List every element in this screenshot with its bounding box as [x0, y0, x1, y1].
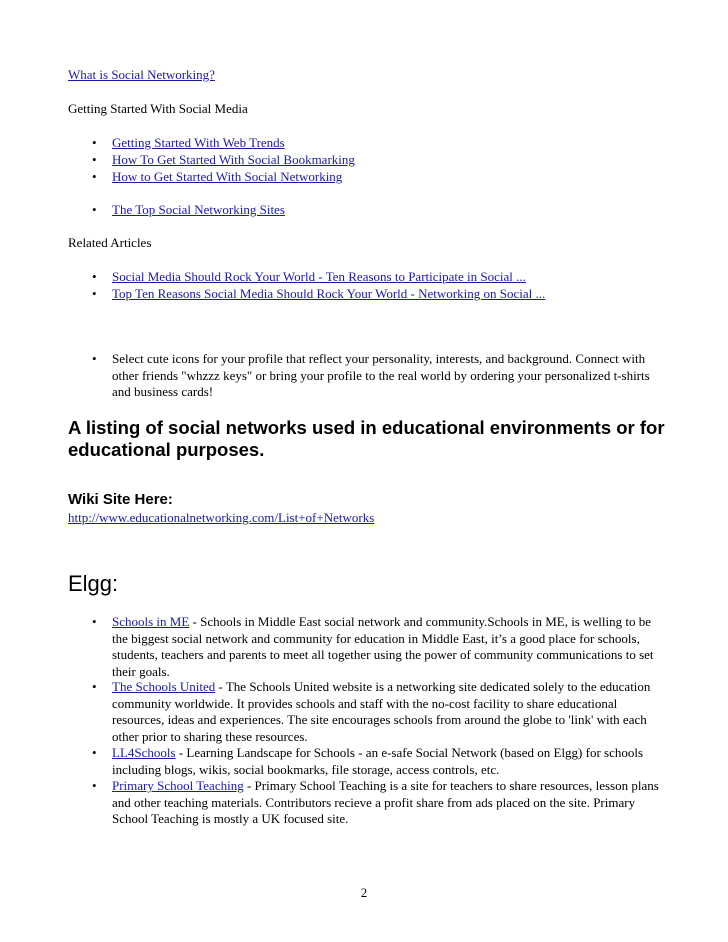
top-social-networking-sites-link[interactable]: The Top Social Networking Sites — [112, 202, 285, 217]
page-number: 2 — [360, 885, 368, 900]
bullet-icon: • — [92, 286, 97, 301]
bullet-icon: • — [92, 135, 97, 150]
bullet-icon: • — [92, 152, 97, 167]
bullet-icon: • — [92, 745, 97, 760]
listing-heading: A listing of social networks used in educational environments or for educational purposes. — [68, 417, 665, 460]
bullet-icon: • — [92, 778, 97, 793]
elgg-item-description: - The Schools United website is a networking site dedicated solely to the education community worldwide. It provides schools and staff with the no-cost facility to share educational resources, ideas and experiences. The site encourages schools from around the globe to 'link' with each other prior to sharing these resources. — [112, 679, 651, 744]
related-article-link[interactable]: Top Ten Reasons Social Media Should Rock Your World - Networking on Social ... — [112, 286, 546, 301]
bullet-icon: • — [92, 679, 97, 694]
elgg-item-description: - Primary School Teaching is a site for teachers to share resources, lesson plans and other teaching materials. Contributors recieve a profit share from ads placed on the site. Primary School Teaching is mostly a UK focused site. — [112, 778, 659, 826]
wiki-site-url-link[interactable]: http://www.educationalnetworking.com/List+of+Networks — [68, 510, 375, 525]
bullet-icon: • — [92, 269, 97, 284]
what-is-social-networking-link[interactable]: What is Social Networking? — [68, 67, 215, 82]
related-article-link[interactable]: Social Media Should Rock Your World - Ten Reasons to Participate in Social ... — [112, 269, 526, 284]
getting-started-link[interactable]: How to Get Started With Social Networking — [112, 169, 343, 184]
bullet-icon: • — [92, 614, 97, 629]
getting-started-link[interactable]: How To Get Started With Social Bookmarking — [112, 152, 355, 167]
elgg-list-item — [112, 745, 664, 778]
getting-started-link[interactable]: Getting Started With Web Trends — [112, 135, 285, 150]
bullet-icon: • — [92, 351, 97, 366]
wiki-site-heading: Wiki Site Here: — [68, 491, 173, 508]
elgg-heading: Elgg: — [68, 571, 119, 596]
primary-school-teaching-link[interactable]: Primary School Teaching — [112, 778, 244, 793]
bullet-icon: • — [92, 202, 97, 217]
elgg-item-description: - Schools in Middle East social network and community.Schools in ME, is welling to be the biggest social network and community for education in Middle East, it’s a good place for schools, students, teachers and parents to meet all together using the power of community communications to set their goals. — [112, 614, 654, 679]
schools-in-me-link[interactable]: Schools in ME — [112, 614, 190, 629]
schools-united-link[interactable]: The Schools United — [112, 679, 216, 694]
elgg-list-item — [112, 614, 664, 680]
elgg-list-item — [112, 778, 664, 828]
elgg-list-item — [112, 679, 664, 745]
ll4schools-link[interactable]: LL4Schools — [112, 745, 176, 760]
profile-tip-text: Select cute icons for your profile that reflect your personality, interests, and background. Connect with other friends "whzzz keys" or bring your profile to the real world by ordering your personalized t-shirts and business cards! — [112, 351, 650, 399]
getting-started-heading: Getting Started With Social Media — [68, 101, 248, 116]
bullet-icon: • — [92, 169, 97, 184]
related-articles-heading: Related Articles — [68, 235, 152, 250]
elgg-item-description: - Learning Landscape for Schools - an e-safe Social Network (based on Elgg) for schools including blogs, wikis, social bookmarks, file storage, access controls, etc. — [112, 745, 644, 777]
